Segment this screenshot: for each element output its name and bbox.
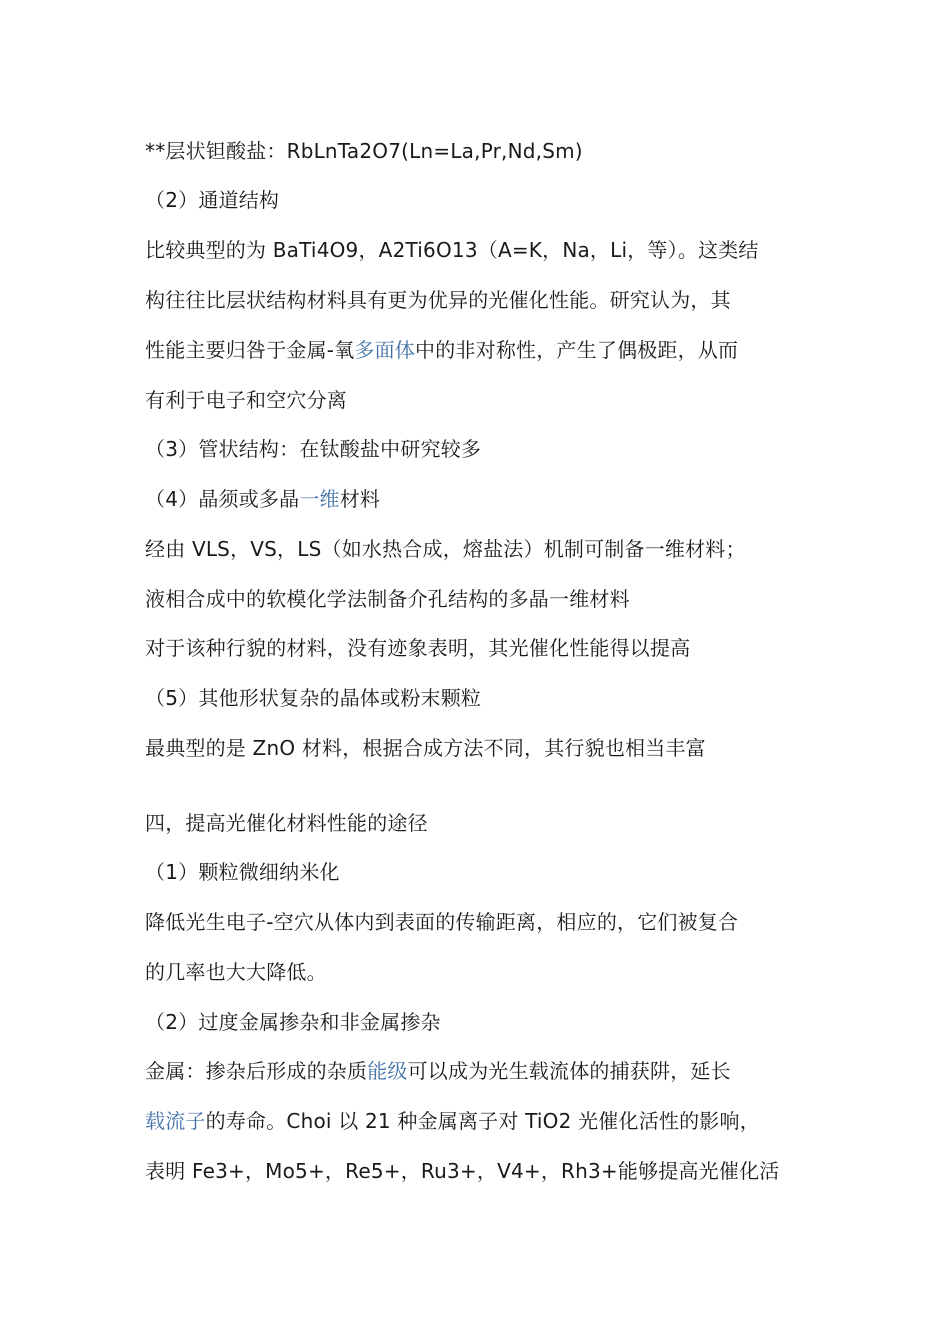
line-text: 性能主要归咎于金属-氧 bbox=[145, 338, 355, 362]
paragraph-line bbox=[145, 535, 825, 563]
link-energy-level[interactable]: 能级 bbox=[367, 1059, 408, 1083]
line-text: 金属：掺杂后形成的杂质 bbox=[145, 1059, 368, 1083]
line-text: （2）通道结构 bbox=[145, 188, 280, 212]
section-heading bbox=[145, 435, 825, 463]
paragraph-line bbox=[145, 386, 825, 414]
line-text: 构往往比层状结构材料具有更为优异的光催化性能。研究认为，其 bbox=[145, 288, 731, 312]
link-polyhedron[interactable]: 多面体 bbox=[354, 338, 416, 362]
section-heading bbox=[145, 186, 825, 214]
paragraph-line bbox=[145, 286, 825, 314]
paragraph-line bbox=[145, 734, 825, 762]
line-text: 经由 VLS，VS，LS（如水热合成，熔盐法）机制可制备一维材料； bbox=[145, 537, 746, 561]
section-heading bbox=[145, 684, 825, 712]
section-heading bbox=[145, 485, 825, 513]
line-text: 液相合成中的软模化学法制备介孔结构的多晶一维材料 bbox=[145, 587, 630, 611]
paragraph-line bbox=[145, 634, 825, 662]
line-text: 材料 bbox=[339, 487, 381, 511]
line-text: 有利于电子和空穴分离 bbox=[145, 388, 347, 412]
line-text: 对于该种行貌的材料，没有迹象表明，其光催化性能得以提高 bbox=[145, 636, 691, 660]
paragraph-line bbox=[145, 908, 825, 936]
line-text: 降低光生电子-空穴从体内到表面的传输距离，相应的，它们被复合 bbox=[145, 910, 739, 934]
text-line bbox=[145, 137, 825, 165]
paragraph-line bbox=[145, 585, 825, 613]
line-text: 表明 Fe3+，Mo5+，Re5+，Ru3+，V4+，Rh3+能够提高光催化活 bbox=[145, 1159, 780, 1183]
chapter-heading bbox=[145, 809, 825, 837]
paragraph-line bbox=[145, 958, 825, 986]
link-one-dimensional[interactable]: 一维 bbox=[299, 487, 340, 511]
line-text: （2）过度金属掺杂和非金属掺杂 bbox=[145, 1010, 441, 1034]
paragraph-line bbox=[145, 1157, 825, 1185]
line-text: 的几率也大大降低。 bbox=[145, 960, 327, 984]
line-text: 四，提高光催化材料性能的途径 bbox=[145, 811, 428, 835]
line-text: 最典型的是 ZnO 材料，根据合成方法不同，其行貌也相当丰富 bbox=[145, 736, 706, 760]
section-heading bbox=[145, 858, 825, 886]
section-heading bbox=[145, 1008, 825, 1036]
line-text: 的寿命。Choi 以 21 种金属离子对 TiO2 光催化活性的影响， bbox=[205, 1109, 760, 1133]
line-text: （1）颗粒微细纳米化 bbox=[145, 860, 340, 884]
paragraph-line bbox=[145, 236, 825, 264]
paragraph-line bbox=[145, 1107, 825, 1135]
line-text: 中的非对称性，产生了偶极距，从而 bbox=[415, 338, 739, 362]
link-carrier[interactable]: 载流子 bbox=[145, 1109, 206, 1133]
paragraph-line bbox=[145, 336, 825, 364]
line-text: **层状钽酸盐：RbLnTa2O7(Ln=La,Pr,Nd,Sm) bbox=[145, 139, 583, 163]
line-text: 可以成为光生载流体的捕获阱，延长 bbox=[407, 1059, 731, 1083]
line-text: （4）晶须或多晶 bbox=[145, 487, 300, 511]
line-text: 比较典型的为 BaTi4O9，A2Ti6O13（A=K，Na，Li，等）。这类结 bbox=[145, 238, 759, 262]
paragraph-line bbox=[145, 1057, 825, 1085]
line-text: （5）其他形状复杂的晶体或粉末颗粒 bbox=[145, 686, 482, 710]
line-text: （3）管状结构：在钛酸盐中研究较多 bbox=[145, 437, 482, 461]
